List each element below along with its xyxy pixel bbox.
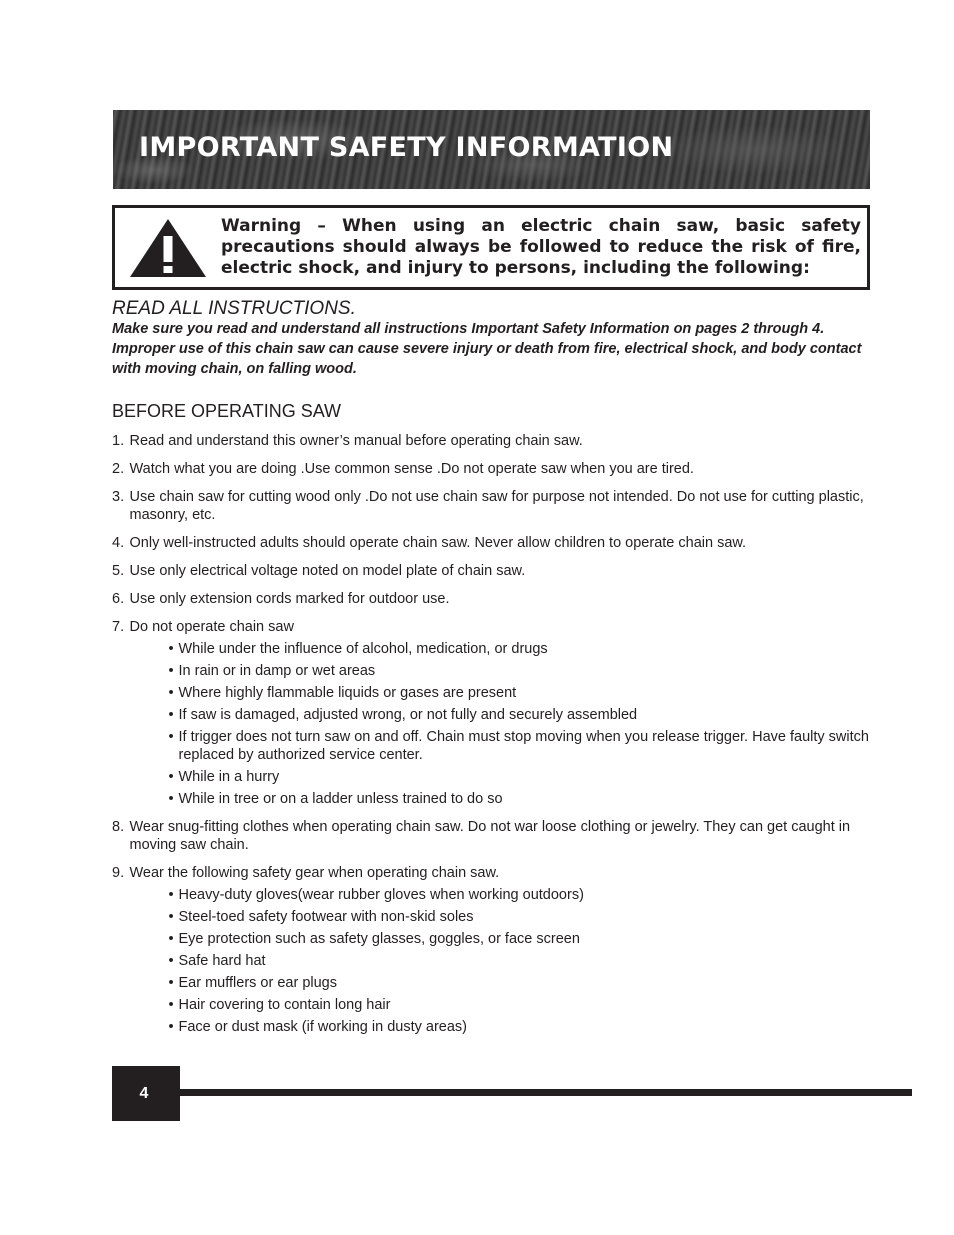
bullet-icon: • xyxy=(168,909,174,925)
bullet-icon: • xyxy=(168,887,174,903)
list-item-text: Use only electrical voltage noted on model plate of chain saw. xyxy=(129,563,526,579)
sub-list xyxy=(130,640,873,808)
read-instructions-body: Make sure you read and understand all instructions Important Safety Information on pages 2 through 4. Improper use of this chain saw can cause severe injury or death from fire, electrical shock, and body contact with moving chain, on falling wood. xyxy=(112,321,862,377)
list-item-text: Watch what you are doing .Use common sense .Do not operate saw when you are tired. xyxy=(129,461,694,477)
sub-list-item-text: While under the influence of alcohol, medication, or drugs xyxy=(178,641,548,657)
warning-box xyxy=(112,205,870,290)
sub-list-item xyxy=(169,768,873,786)
sub-list-item xyxy=(169,1018,873,1036)
list-item-text: Wear snug-fitting clothes when operating chain saw. Do not war loose clothing or jewelry. They can get caught in moving saw chain. xyxy=(129,819,851,853)
bullet-icon: • xyxy=(168,707,174,723)
sub-list-item xyxy=(169,996,873,1014)
list-item xyxy=(112,534,872,552)
sub-list-item-text: Face or dust mask (if working in dusty areas) xyxy=(178,1019,467,1035)
list-item-number: 4. xyxy=(112,535,125,551)
list-item-text: Read and understand this owner’s manual before operating chain saw. xyxy=(129,433,583,449)
list-item-number: 8. xyxy=(112,819,125,835)
sub-list-item-text: In rain or in damp or wet areas xyxy=(178,663,376,679)
sub-list-item xyxy=(169,974,873,992)
bullet-icon: • xyxy=(168,953,174,969)
sub-list-item xyxy=(169,662,873,680)
list-item-number: 9. xyxy=(112,865,125,881)
list-item xyxy=(112,590,872,608)
footer-rule xyxy=(113,1089,912,1096)
bullet-icon: • xyxy=(168,769,174,785)
bullet-icon: • xyxy=(168,641,174,657)
sub-list-item-text: Steel-toed safety footwear with non-skid soles xyxy=(178,909,474,925)
list-item-text: Only well-instructed adults should operate chain saw. Never allow children to operate chain saw. xyxy=(129,535,747,551)
list-item xyxy=(112,818,872,854)
bullet-icon: • xyxy=(168,975,174,991)
bullet-icon: • xyxy=(168,997,174,1013)
bullet-icon: • xyxy=(168,1019,174,1035)
bullet-icon: • xyxy=(168,663,174,679)
list-item-number: 3. xyxy=(112,489,125,505)
sub-list-item-text: Ear mufflers or ear plugs xyxy=(178,975,337,991)
list-item-number: 5. xyxy=(112,563,125,579)
sub-list-item-text: If trigger does not turn saw on and off. Chain must stop moving when you release trigger. Have faulty switch replaced by authorized service center. xyxy=(178,729,869,763)
list-item xyxy=(112,618,872,808)
sub-list-item xyxy=(169,908,873,926)
page-number: 4 xyxy=(139,1085,149,1102)
sub-list-item xyxy=(169,684,873,702)
sub-list xyxy=(130,886,873,1036)
page-number-box xyxy=(112,1066,180,1121)
read-instructions-title: READ ALL INSTRUCTIONS. xyxy=(112,298,356,319)
bullet-icon: • xyxy=(168,685,174,701)
sub-list-item xyxy=(169,706,873,724)
list-item-number: 2. xyxy=(112,461,125,477)
list-item-number: 1. xyxy=(112,433,125,449)
sub-list-item xyxy=(169,640,873,658)
list-item-number: 6. xyxy=(112,591,125,607)
sub-list-item xyxy=(169,790,873,808)
sub-list-item-text: Safe hard hat xyxy=(178,953,266,969)
list-item-text: Wear the following safety gear when operating chain saw. xyxy=(129,865,500,881)
list-item-text: Use only extension cords marked for outdoor use. xyxy=(129,591,450,607)
sub-list-item-text: Where highly flammable liquids or gases are present xyxy=(178,685,517,701)
sub-list-item xyxy=(169,886,873,904)
list-item-number: 7. xyxy=(112,619,125,635)
sub-list-item-text: Heavy-duty gloves(wear rubber gloves when working outdoors) xyxy=(178,887,584,903)
list-item xyxy=(112,864,872,1036)
safety-list xyxy=(112,432,872,1046)
sub-list-item xyxy=(169,930,873,948)
bullet-icon: • xyxy=(168,931,174,947)
header-banner xyxy=(113,110,870,189)
sub-list-item-text: If saw is damaged, adjusted wrong, or not fully and securely assembled xyxy=(178,707,638,723)
sub-list-item-text: While in a hurry xyxy=(178,769,280,785)
sub-list-item xyxy=(169,728,873,764)
bullet-icon: • xyxy=(168,791,174,807)
page-title: IMPORTANT SAFETY INFORMATION xyxy=(139,132,674,163)
warning-triangle-icon xyxy=(127,216,209,280)
list-item-text: Use chain saw for cutting wood only .Do not use chain saw for purpose not intended. Do not use for cutting plastic, masonry, etc. xyxy=(129,489,864,523)
list-item xyxy=(112,460,872,478)
sub-list-item xyxy=(169,952,873,970)
list-item xyxy=(112,562,872,580)
list-item xyxy=(112,488,872,524)
bullet-icon: • xyxy=(168,729,174,745)
sub-list-item-text: While in tree or on a ladder unless trained to do so xyxy=(178,791,503,807)
section-title: BEFORE OPERATING SAW xyxy=(112,401,342,421)
warning-text: Warning – When using an electric chain saw, basic safety precautions should always be followed to reduce the risk of fire, electric shock, and injury to persons, including the following: xyxy=(221,216,861,278)
sub-list-item-text: Eye protection such as safety glasses, goggles, or face screen xyxy=(178,931,580,947)
list-item-text: Do not operate chain saw xyxy=(129,619,294,635)
sub-list-item-text: Hair covering to contain long hair xyxy=(178,997,391,1013)
list-item xyxy=(112,432,872,450)
